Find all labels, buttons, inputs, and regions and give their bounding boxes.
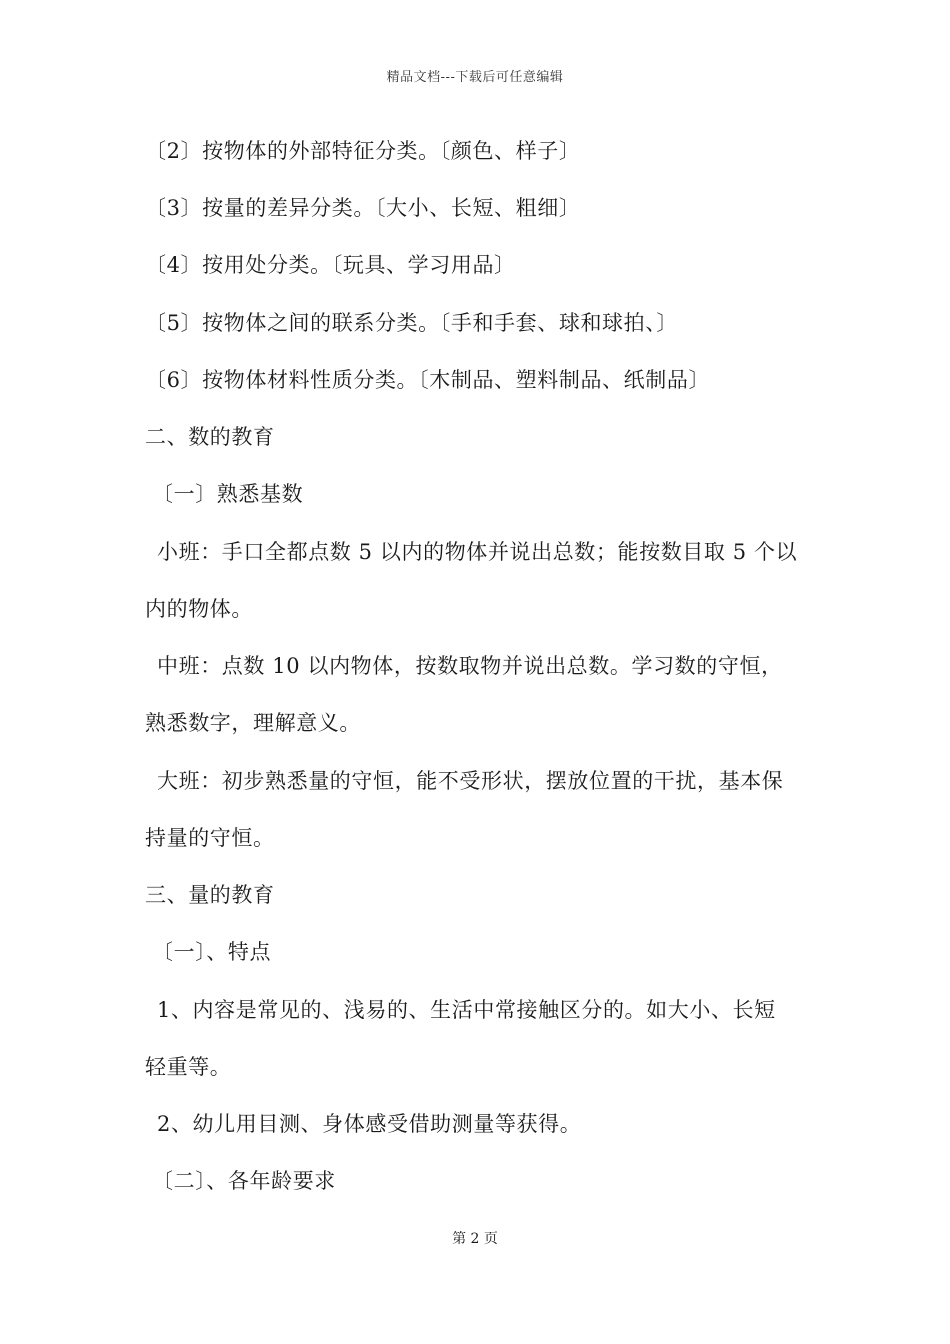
paragraph-line: 大班：初步熟悉量的守恒，能不受形状，摆放位置的干扰，基本保 (157, 769, 784, 793)
page-header: 精品文档---下载后可任意编辑 (386, 70, 564, 85)
subsection-heading: 〔一〕熟悉基数 (152, 482, 304, 506)
paragraph-line: 〔6〕按物体材料性质分类。〔木制品、塑料制品、纸制品〕 (145, 368, 711, 392)
paragraph-line: 持量的守恒。 (145, 826, 275, 850)
paragraph-line: 〔3〕按量的差异分类。〔大小、长短、粗细〕 (145, 196, 581, 220)
subsection-heading: 〔一〕、特点 (152, 940, 272, 964)
paragraph-line: 小班：手口全都点数 5 以内的物体并说出总数；能按数目取 5 个以 (157, 540, 798, 564)
paragraph-line: 〔5〕按物体之间的联系分类。〔手和手套、球和球拍、〕 (145, 311, 678, 335)
paragraph-line: 内的物体。 (145, 597, 253, 621)
subsection-heading: 〔二〕、各年龄要求 (152, 1169, 336, 1193)
section-heading: 二、数的教育 (145, 425, 275, 449)
section-heading: 三、量的教育 (145, 883, 275, 907)
paragraph-line: 2、幼儿用目测、身体感受借助测量等获得。 (157, 1112, 582, 1136)
page-number: 第 2 页 (452, 1231, 498, 1247)
paragraph-line: 〔2〕按物体的外部特征分类。〔颜色、样子〕 (145, 139, 581, 163)
paragraph-line: 〔4〕按用处分类。〔玩具、学习用品〕 (145, 253, 516, 277)
paragraph-line: 轻重等。 (145, 1055, 232, 1079)
paragraph-line: 1、内容是常见的、浅易的、生活中常接触区分的。如大小、长短 (157, 998, 776, 1022)
paragraph-line: 熟悉数字，理解意义。 (145, 711, 361, 735)
paragraph-line: 中班：点数 10 以内物体，按数取物并说出总数。学习数的守恒， (157, 654, 783, 678)
